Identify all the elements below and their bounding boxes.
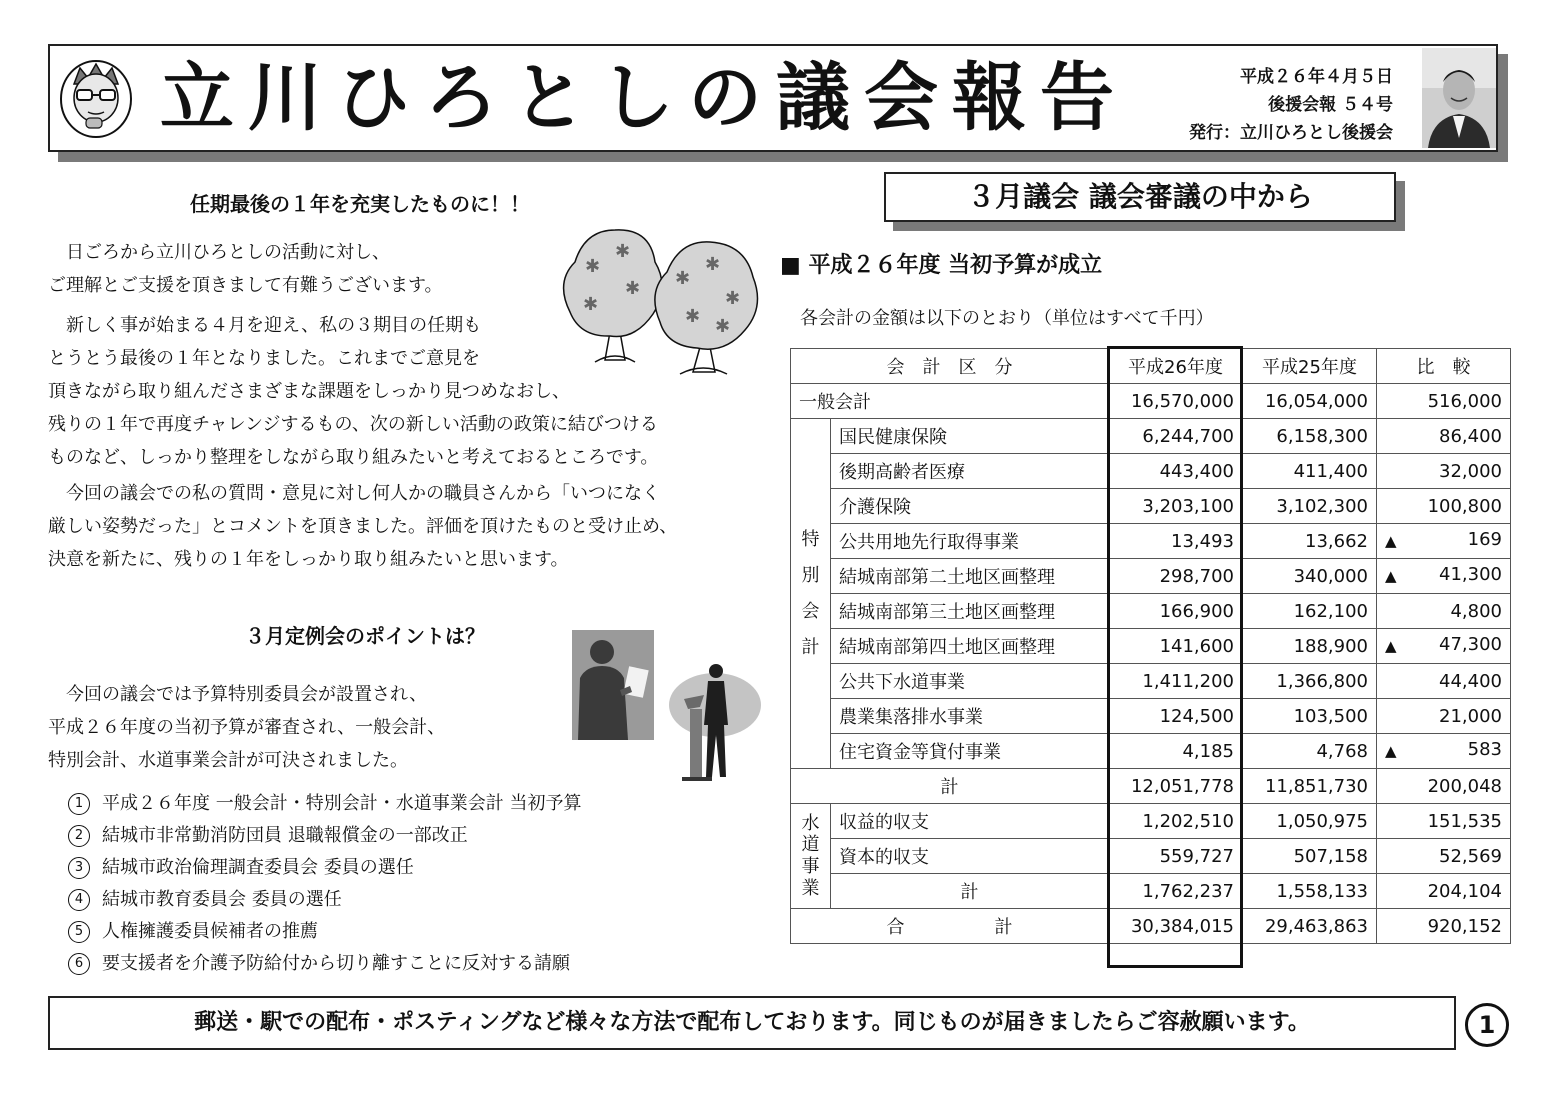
decrease-triangle-icon: ▲ bbox=[1385, 742, 1397, 760]
list-item bbox=[68, 884, 581, 916]
h25-value: 340,000 bbox=[1243, 559, 1377, 594]
diff-value bbox=[1377, 629, 1511, 664]
row-label: 住宅資金等貸付事業 bbox=[831, 734, 1109, 769]
row-label: 計 bbox=[791, 769, 1109, 804]
h26-value: 559,727 bbox=[1109, 839, 1243, 874]
diff-value: 204,104 bbox=[1377, 874, 1511, 909]
h25-value: 6,158,300 bbox=[1243, 419, 1377, 454]
row-label: 結城南部第四土地区画整理 bbox=[831, 629, 1109, 664]
h25-value: 16,054,000 bbox=[1243, 384, 1377, 419]
h26-value: 443,400 bbox=[1109, 454, 1243, 489]
text-line: とうとう最後の１年となりました。これまでご意見を bbox=[48, 348, 480, 369]
row-label: 収益的収支 bbox=[831, 804, 1109, 839]
row-label: 結城南部第三土地区画整理 bbox=[831, 594, 1109, 629]
table-row bbox=[791, 699, 1511, 734]
label-char: 道 bbox=[801, 834, 820, 856]
diff-value: 21,000 bbox=[1377, 699, 1511, 734]
row-label: 資本的収支 bbox=[831, 839, 1109, 874]
column-header: 会 計 区 分 bbox=[791, 349, 1109, 384]
row-label: 計 bbox=[831, 874, 1109, 909]
text-line: 日ごろから立川ひろとしの活動に対し、 bbox=[66, 242, 390, 263]
row-label: 一般会計 bbox=[791, 384, 1109, 419]
list-text: 要支援者を介護予防給付から切り離すことに反対する請願 bbox=[102, 953, 570, 974]
publisher: 発行：立川ひろとし後援会 bbox=[1189, 123, 1393, 143]
section-heading-term: 任期最後の１年を充実したものに！！ bbox=[190, 192, 530, 216]
row-label: 公共用地先行取得事業 bbox=[831, 524, 1109, 559]
grand-total-row bbox=[791, 909, 1511, 944]
diff-value: 151,535 bbox=[1377, 804, 1511, 839]
h26-value: 1,202,510 bbox=[1109, 804, 1243, 839]
h26-value: 124,500 bbox=[1109, 699, 1243, 734]
distribution-notice: 郵送・駅での配布・ポスティングなど様々な方法で配布しております。同じものが届きましたらご容赦願います。 bbox=[48, 996, 1456, 1050]
list-item bbox=[68, 852, 581, 884]
row-label: 国民健康保険 bbox=[831, 419, 1109, 454]
session-paragraph bbox=[48, 678, 445, 777]
list-number: 1 bbox=[68, 793, 90, 815]
diff-value: 200,048 bbox=[1377, 769, 1511, 804]
label-char: 事 bbox=[801, 856, 820, 877]
diff-value: 4,800 bbox=[1377, 594, 1511, 629]
list-item bbox=[68, 788, 581, 820]
table-row bbox=[791, 629, 1511, 664]
h25-value: 103,500 bbox=[1243, 699, 1377, 734]
row-label: 介護保険 bbox=[831, 489, 1109, 524]
list-text: 平成２６年度 一般会計・特別会計・水道事業会計 当初予算 bbox=[102, 793, 582, 814]
h26-value: 16,570,000 bbox=[1109, 384, 1243, 419]
feedback-paragraph bbox=[48, 477, 677, 576]
h26-value: 298,700 bbox=[1109, 559, 1243, 594]
diff-amount: 169 bbox=[1467, 529, 1502, 550]
table-row bbox=[791, 524, 1511, 559]
text-line: 厳しい姿勢だった」とコメントを頂きました。評価を頂けたものと受け止め、 bbox=[48, 516, 678, 537]
text-line: ものなど、しっかり整理をしながら取り組みたいと考えておるところです。 bbox=[48, 447, 659, 468]
diff-amount: 583 bbox=[1467, 739, 1502, 760]
section-title-box: ３月議会 議会審議の中から bbox=[884, 172, 1396, 222]
text-line: ご理解とご支援を頂きまして有難うございます。 bbox=[48, 275, 443, 296]
h26-value: 1,762,237 bbox=[1109, 874, 1243, 909]
h25-value: 1,366,800 bbox=[1243, 664, 1377, 699]
text-line: 特別会計、水道事業会計が可決されました。 bbox=[48, 750, 408, 771]
decrease-triangle-icon: ▲ bbox=[1385, 532, 1397, 550]
unit-note: 各会計の金額は以下のとおり（単位はすべて千円） bbox=[800, 308, 1214, 329]
list-text: 人権擁護委員候補者の推薦 bbox=[102, 921, 318, 942]
list-item bbox=[68, 820, 581, 852]
list-text: 結城市非常勤消防団員 退職報償金の一部改正 bbox=[102, 825, 468, 846]
h26-value: 6,244,700 bbox=[1109, 419, 1243, 454]
list-text: 結城市教育委員会 委員の選任 bbox=[102, 889, 342, 910]
table-row bbox=[791, 419, 1511, 454]
text-line: 決意を新たに、残りの１年をしっかり取り組みたいと思います。 bbox=[48, 549, 569, 570]
section-heading-points: ３月定例会のポイントは？ bbox=[245, 624, 485, 648]
water-label bbox=[802, 813, 820, 899]
diff-amount: 41,300 bbox=[1439, 564, 1502, 585]
label-char: 特 bbox=[801, 528, 820, 550]
h25-value: 13,662 bbox=[1243, 524, 1377, 559]
diff-value: 52,569 bbox=[1377, 839, 1511, 874]
h26-value: 13,493 bbox=[1109, 524, 1243, 559]
text-line: 平成２６年度の当初予算が審査され、一般会計、 bbox=[48, 717, 446, 738]
list-number: 6 bbox=[68, 953, 90, 975]
decrease-triangle-icon: ▲ bbox=[1385, 567, 1397, 585]
column-header: 平成25年度 bbox=[1243, 349, 1377, 384]
h25-value: 1,558,133 bbox=[1243, 874, 1377, 909]
h26-value: 166,900 bbox=[1109, 594, 1243, 629]
table-row bbox=[791, 489, 1511, 524]
diff-value bbox=[1377, 734, 1511, 769]
diff-value: 32,000 bbox=[1377, 454, 1511, 489]
label-char: 業 bbox=[801, 877, 820, 899]
table-row bbox=[791, 839, 1511, 874]
list-number: 3 bbox=[68, 857, 90, 879]
h25-value: 162,100 bbox=[1243, 594, 1377, 629]
text-line: 今回の議会では予算特別委員会が設置され、 bbox=[66, 684, 428, 705]
table-row bbox=[791, 804, 1511, 839]
row-label: 後期高齢者医療 bbox=[831, 454, 1109, 489]
svg-text:✱: ✱ bbox=[725, 288, 741, 309]
list-text: 結城市政治倫理調査委員会 委員の選任 bbox=[102, 857, 414, 878]
svg-text:✱: ✱ bbox=[705, 254, 721, 275]
text-line: 新しく事が始まる４月を迎え、私の３期目の任期も bbox=[66, 315, 482, 336]
h25-value: 29,463,863 bbox=[1243, 909, 1377, 944]
page-number: 1 bbox=[1465, 1003, 1509, 1047]
table-header-row bbox=[791, 349, 1511, 384]
h25-value: 188,900 bbox=[1243, 629, 1377, 664]
label-char: 水 bbox=[801, 812, 820, 834]
svg-text:✱: ✱ bbox=[615, 241, 631, 262]
budget-subheading: ■ 平成２６年度 当初予算が成立 bbox=[780, 253, 1103, 278]
svg-text:✱: ✱ bbox=[675, 268, 691, 289]
label-char: 計 bbox=[801, 636, 820, 658]
diff-value: 100,800 bbox=[1377, 489, 1511, 524]
svg-text:✱: ✱ bbox=[685, 306, 701, 327]
diff-amount: 47,300 bbox=[1439, 634, 1502, 655]
diff-value bbox=[1377, 559, 1511, 594]
h25-value: 1,050,975 bbox=[1243, 804, 1377, 839]
diff-value: 920,152 bbox=[1377, 909, 1511, 944]
table-row bbox=[791, 454, 1511, 489]
table-row bbox=[791, 384, 1511, 419]
svg-text:✱: ✱ bbox=[625, 278, 641, 299]
text-line: 今回の議会での私の質問・意見に対し何人かの職員さんから「いつになく bbox=[66, 483, 660, 504]
row-label: 合 計 bbox=[791, 909, 1109, 944]
h26-value: 4,185 bbox=[1109, 734, 1243, 769]
row-label: 農業集落排水事業 bbox=[831, 699, 1109, 734]
list-number: 4 bbox=[68, 889, 90, 911]
h26-value: 3,203,100 bbox=[1109, 489, 1243, 524]
list-item bbox=[68, 948, 581, 980]
subtotal-row bbox=[791, 769, 1511, 804]
portrait-photo bbox=[1422, 48, 1496, 148]
issue-date: 平成２６年４月５日 bbox=[1240, 67, 1393, 87]
h25-value: 507,158 bbox=[1243, 839, 1377, 874]
agenda-list bbox=[68, 788, 581, 980]
label-char: 別 bbox=[801, 564, 820, 586]
decrease-triangle-icon: ▲ bbox=[1385, 637, 1397, 655]
h25-value: 4,768 bbox=[1243, 734, 1377, 769]
subtotal-row bbox=[791, 874, 1511, 909]
list-number: 5 bbox=[68, 921, 90, 943]
list-number: 2 bbox=[68, 825, 90, 847]
svg-text:✱: ✱ bbox=[583, 294, 599, 315]
row-label: 結城南部第二土地区画整理 bbox=[831, 559, 1109, 594]
trees-illustration bbox=[555, 222, 765, 382]
h26-value: 141,600 bbox=[1109, 629, 1243, 664]
issue-number: 後援会報 ５４号 bbox=[1268, 95, 1393, 115]
table-row bbox=[791, 734, 1511, 769]
column-header: 比 較 bbox=[1377, 349, 1511, 384]
row-label: 公共下水道事業 bbox=[831, 664, 1109, 699]
h25-value: 411,400 bbox=[1243, 454, 1377, 489]
text-line: 残りの１年で再度チャレンジするもの、次の新しい活動の政策に結びつける bbox=[48, 414, 658, 435]
intro-paragraph bbox=[48, 236, 443, 302]
svg-text:✱: ✱ bbox=[715, 316, 731, 337]
diff-value bbox=[1377, 524, 1511, 559]
text-line: 頂きながら取り組んださまざまな課題をしっかり見つめなおし、 bbox=[48, 381, 570, 402]
h26-value: 1,411,200 bbox=[1109, 664, 1243, 699]
h25-value: 11,851,730 bbox=[1243, 769, 1377, 804]
column-header: 平成26年度 bbox=[1109, 349, 1243, 384]
special-accounts-label bbox=[791, 419, 831, 769]
table-row bbox=[791, 664, 1511, 699]
label-char: 会 bbox=[801, 600, 820, 622]
h26-value: 30,384,015 bbox=[1109, 909, 1243, 944]
water-accounts-label bbox=[791, 804, 831, 909]
podium-speaker-illustration bbox=[668, 655, 763, 785]
table-row bbox=[791, 559, 1511, 594]
speaker-reading-illustration bbox=[572, 630, 654, 740]
page-title: 立川ひろとしの議会報告 bbox=[160, 55, 1128, 141]
diff-value: 44,400 bbox=[1377, 664, 1511, 699]
budget-table bbox=[790, 348, 1511, 944]
svg-text:✱: ✱ bbox=[585, 256, 601, 277]
cartoon-avatar bbox=[58, 54, 134, 140]
list-item bbox=[68, 916, 581, 948]
diff-value: 86,400 bbox=[1377, 419, 1511, 454]
h26-value: 12,051,778 bbox=[1109, 769, 1243, 804]
table-row bbox=[791, 594, 1511, 629]
diff-value: 516,000 bbox=[1377, 384, 1511, 419]
h25-value: 3,102,300 bbox=[1243, 489, 1377, 524]
